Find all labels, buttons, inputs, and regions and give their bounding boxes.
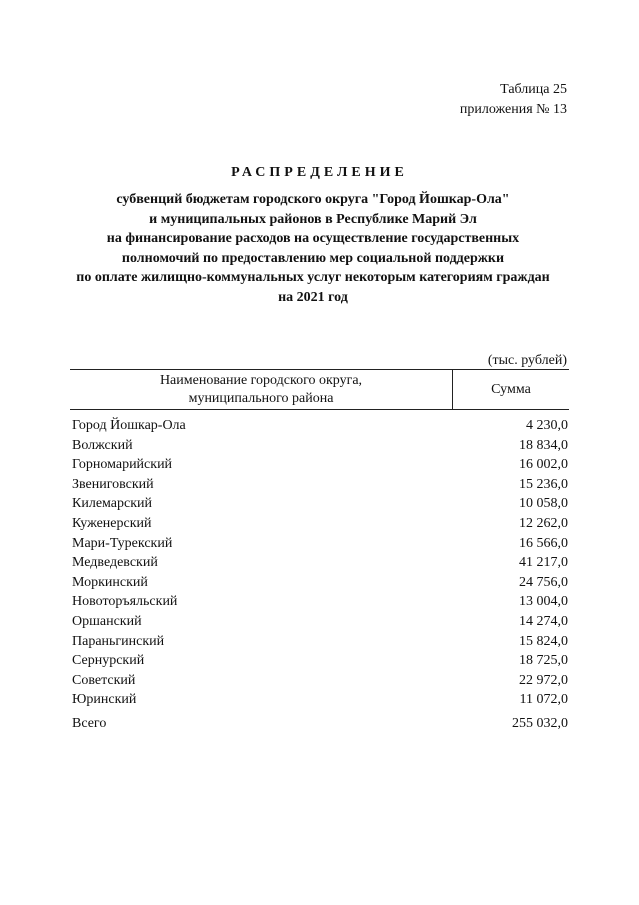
total-label: Всего [72,716,107,731]
table-row [72,592,568,612]
district-name: Килемарский [72,496,153,512]
district-amount: 10 058,0 [519,496,568,512]
column-header-name-line: Наименование городского округа, [159,372,363,388]
table-row [72,651,568,671]
table-row [72,475,568,495]
district-name: Горномарийский [72,457,173,473]
table-number: Таблица 25 [500,82,567,97]
subtitle-line: субвенций бюджетам городского округа "Город Йошкар-Ола" [116,192,510,207]
district-name: Сернурский [72,653,145,669]
table-total-row [72,714,568,734]
table-row [72,436,568,456]
district-name: Город Йошкар-Ола [72,418,186,433]
district-amount: 16 002,0 [519,457,568,473]
district-amount: 15 236,0 [519,476,568,492]
district-name: Куженерский [72,515,152,531]
district-amount: 14 274,0 [519,613,568,629]
subtitle-line: на финансирование расходов на осуществление государственных [106,231,520,246]
district-amount: 12 262,0 [519,515,568,531]
district-amount: 16 566,0 [519,535,568,551]
unit-label: (тыс. рублей) [487,353,567,368]
table-row [72,612,568,632]
district-name: Параньгинский [72,633,165,649]
district-name: Звениговский [72,476,154,492]
column-header-name [70,370,453,409]
district-amount: 13 004,0 [519,594,568,610]
table-row [72,632,568,652]
table-header [70,369,569,410]
table-row [72,494,568,514]
district-amount: 22 972,0 [519,672,568,688]
subtitle-line: по оплате жилищно-коммунальных услуг некоторым категориям граждан [76,270,550,285]
column-header-name-line: муниципального района [188,390,334,406]
total-value: 255 032,0 [512,716,568,731]
district-name: Оршанский [72,613,142,629]
table-reference [460,80,567,120]
appendix-number: приложения № 13 [459,102,567,117]
table-body [72,416,568,710]
district-amount: 15 824,0 [519,633,568,649]
district-amount: 24 756,0 [519,574,568,590]
district-name: Новоторъяльский [72,594,178,610]
district-name: Мари-Турекский [72,535,173,551]
district-name: Советский [72,672,136,688]
district-name: Волжский [72,437,133,453]
table-row [72,690,568,710]
table-row [72,416,568,436]
district-name: Юринский [72,692,137,708]
subtitle-line: на 2021 год [278,289,348,305]
subtitle-line: полномочий по предоставлению мер социальной поддержки [121,250,505,266]
district-amount: 4 230,0 [526,418,568,433]
district-name: Моркинский [72,574,148,590]
document-subtitle [0,190,626,307]
column-header-sum: Сумма [491,381,531,397]
table-row [72,553,568,573]
subtitle-line: и муниципальных районов в Республике Марий Эл [149,211,477,227]
table-row [72,573,568,593]
table-row [72,514,568,534]
district-amount: 18 834,0 [519,437,568,453]
document-title: РАСПРЕДЕЛЕНИЕ [231,165,408,180]
table-row [72,455,568,475]
district-amount: 11 072,0 [519,692,568,708]
district-name: Медведевский [72,555,158,571]
table-row [72,534,568,554]
district-amount: 18 725,0 [519,653,568,669]
table-row [72,671,568,691]
district-amount: 41 217,0 [519,555,568,571]
